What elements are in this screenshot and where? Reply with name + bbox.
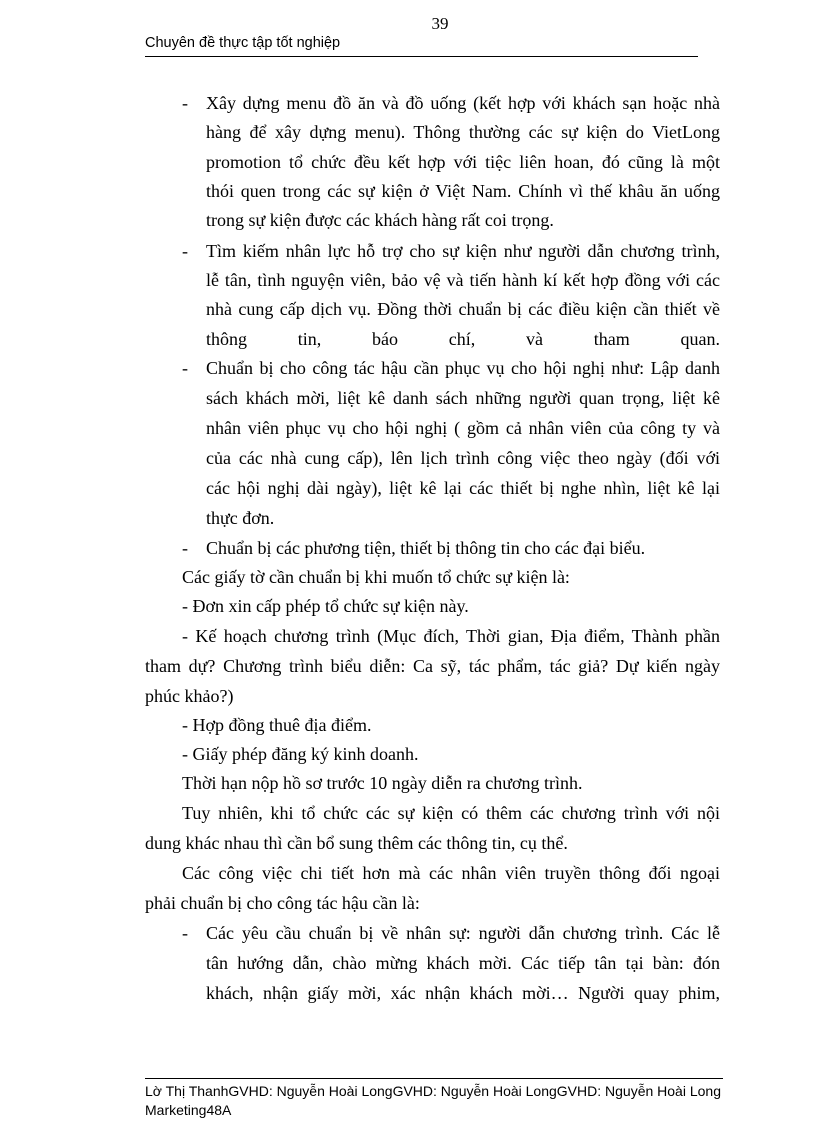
- bullet-marker: -: [182, 241, 188, 261]
- text-line: thông tin, báo chí, và tham quan.: [206, 329, 720, 349]
- footer-author-line: Lờ Thị ThanhGVHD: Nguyễn Hoài LongGVHD: Nguyễn Hoài LongGVHD: Nguyễn Hoài Long: [145, 1083, 721, 1099]
- bullet-marker: -: [182, 93, 188, 113]
- text-line: Xây dựng menu đồ ăn và đồ uống (kết hợp với khách sạn hoặc nhà: [206, 93, 720, 113]
- footer-rule: [145, 1078, 723, 1079]
- text-line: promotion tổ chức đều kết hợp với tiệc liên hoan, đó cũng là một: [206, 152, 720, 172]
- text-line: Các công việc chi tiết hơn mà các nhân viên truyền thông đối ngoại: [182, 863, 720, 883]
- text-line: nhà cung cấp dịch vụ. Đồng thời chuẩn bị các điều kiện cần thiết về: [206, 299, 720, 319]
- header-rule: [145, 56, 698, 57]
- text-line: nhân viên phục vụ cho hội nghị ( gồm cả nhân viên của công ty và: [206, 418, 720, 438]
- footer-class-line: Marketing48A: [145, 1102, 232, 1118]
- bullet-marker: -: [182, 358, 188, 378]
- text-line: Tìm kiếm nhân lực hỗ trợ cho sự kiện như người dẫn chương trình,: [206, 241, 720, 261]
- text-line: tham dự? Chương trình biểu diễn: Ca sỹ, tác phẩm, tác giả? Dự kiến ngày: [145, 656, 720, 676]
- text-line: thói quen trong các sự kiện ở Việt Nam. Chính vì thế khâu ăn uống: [206, 181, 720, 201]
- page-number: 39: [431, 14, 449, 33]
- text-line: lễ tân, tình nguyện viên, bảo vệ và tiến hành kí kết hợp đồng với các: [206, 270, 720, 290]
- text-line: Tuy nhiên, khi tổ chức các sự kiện có thêm các chương trình với nội: [182, 803, 720, 823]
- text-line: - Giấy phép đăng ký kinh doanh.: [182, 744, 419, 764]
- text-line: - Kế hoạch chương trình (Mục đích, Thời gian, Địa điểm, Thành phần: [182, 626, 720, 646]
- bullet-marker: -: [182, 923, 188, 943]
- text-line: trong sự kiện được các khách hàng rất coi trọng.: [206, 210, 554, 230]
- text-line: tân hướng dẫn, chào mừng khách mời. Các tiếp tân tại bàn: đón: [206, 953, 720, 973]
- text-line: - Đơn xin cấp phép tổ chức sự kiện này.: [182, 596, 469, 616]
- text-line: phúc khảo?): [145, 686, 234, 706]
- text-line: phải chuẩn bị cho công tác hậu cần là:: [145, 893, 420, 913]
- text-line: hàng để xây dựng menu). Thông thường các sự kiện do VietLong: [206, 122, 720, 142]
- text-line: dung khác nhau thì cần bổ sung thêm các thông tin, cụ thể.: [145, 833, 568, 853]
- bullet-marker: -: [182, 538, 188, 558]
- text-line: - Hợp đồng thuê địa điểm.: [182, 715, 372, 735]
- text-line: Chuẩn bị cho công tác hậu cần phục vụ cho hội nghị như: Lập danh: [206, 358, 720, 378]
- header-title: Chuyên đề thực tập tốt nghiệp: [145, 35, 341, 51]
- text-line: của các nhà cung cấp), lên lịch trình công việc theo ngày (đối với: [206, 448, 720, 468]
- text-line: sách khách mời, liệt kê danh sách những người quan trọng, liệt kê: [206, 388, 720, 408]
- text-line: Các giấy tờ cần chuẩn bị khi muốn tổ chức sự kiện là:: [182, 567, 570, 587]
- text-line: các hội nghị dài ngày), liệt kê lại các thiết bị nghe nhìn, liệt kê lại: [206, 478, 720, 498]
- text-line: Thời hạn nộp hồ sơ trước 10 ngày diễn ra chương trình.: [182, 773, 583, 793]
- text-line: Chuẩn bị các phương tiện, thiết bị thông tin cho các đại biểu.: [206, 538, 646, 558]
- text-line: Các yêu cầu chuẩn bị về nhân sự: người dẫn chương trình. Các lễ: [206, 923, 720, 943]
- text-line: thực đơn.: [206, 508, 275, 528]
- text-line: khách, nhận giấy mời, xác nhận khách mời… Người quay phim,: [206, 983, 720, 1003]
